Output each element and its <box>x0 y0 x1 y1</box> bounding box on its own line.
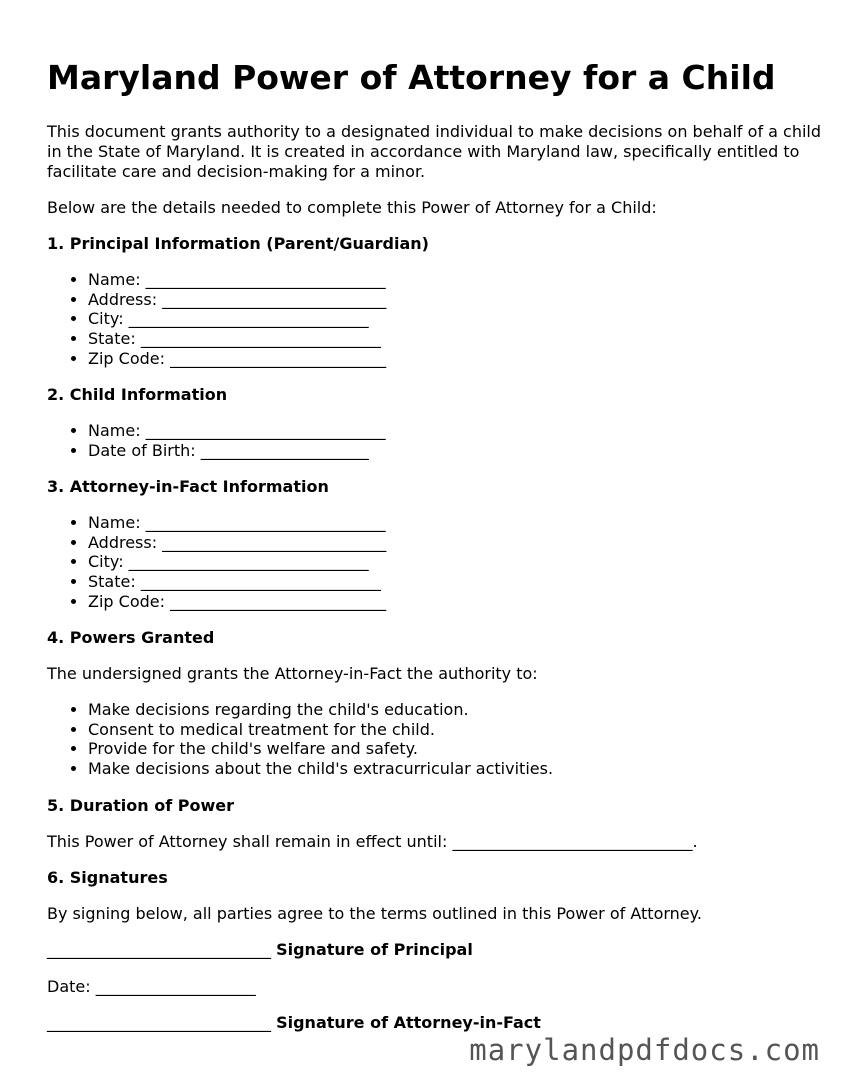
attorney-fields-list <box>47 513 386 612</box>
list-item: • Name: ______________________________ <box>88 421 386 441</box>
child-fields-list <box>47 421 386 460</box>
attorney-signature-label: Signature of Attorney-in-Fact <box>276 1013 541 1032</box>
list-item: • Address: ____________________________ <box>88 533 386 553</box>
list-item: • Make decisions regarding the child's education. <box>88 700 553 720</box>
list-item: • Name: ______________________________ <box>88 270 386 290</box>
section-powers-heading: 4. Powers Granted <box>47 628 215 647</box>
list-item: • City: ______________________________ <box>88 309 386 329</box>
section-child-heading: 2. Child Information <box>47 385 228 404</box>
site-watermark: marylandpdfdocs.com <box>469 1033 820 1067</box>
list-item: • Zip Code: ___________________________ <box>88 592 386 612</box>
section-principal-heading: 1. Principal Information (Parent/Guardian) <box>47 234 429 253</box>
list-item: • Provide for the child's welfare and safety. <box>88 739 553 759</box>
principal-fields-list <box>47 270 386 369</box>
intro-paragraph: This document grants authority to a designated individual to make decisions on behalf of a child in the State of Maryland. It is created in accordance with Maryland law, specifically entitled to facilitate care and decision-making for a minor. <box>47 122 822 181</box>
attorney-signature-line: ____________________________ <box>47 1013 271 1032</box>
list-item: • City: ______________________________ <box>88 552 386 572</box>
principal-signature-row <box>47 940 473 960</box>
details-line: Below are the details needed to complete this Power of Attorney for a Child: <box>47 198 657 217</box>
section-duration-heading: 5. Duration of Power <box>47 796 234 815</box>
powers-list <box>47 700 553 779</box>
duration-text: This Power of Attorney shall remain in effect until: ______________________________. <box>47 832 698 851</box>
list-item: • State: ______________________________ <box>88 572 386 592</box>
principal-signature-label: Signature of Principal <box>276 940 473 959</box>
list-item: • State: ______________________________ <box>88 329 386 349</box>
principal-signature-line: ____________________________ <box>47 940 271 959</box>
list-item: • Address: ____________________________ <box>88 290 386 310</box>
signature-date-line: Date: ____________________ <box>47 977 256 996</box>
signatures-text: By signing below, all parties agree to the terms outlined in this Power of Attorney. <box>47 904 702 923</box>
attorney-signature-row <box>47 1013 541 1033</box>
list-item: • Consent to medical treatment for the child. <box>88 720 553 740</box>
section-attorney-heading: 3. Attorney-in-Fact Information <box>47 477 329 496</box>
list-item: • Make decisions about the child's extracurricular activities. <box>88 759 553 779</box>
list-item: • Date of Birth: _____________________ <box>88 441 386 461</box>
section-signatures-heading: 6. Signatures <box>47 868 168 887</box>
list-item: • Zip Code: ___________________________ <box>88 349 386 369</box>
page-title: Maryland Power of Attorney for a Child <box>47 58 776 97</box>
list-item: • Name: ______________________________ <box>88 513 386 533</box>
powers-intro: The undersigned grants the Attorney-in-Fact the authority to: <box>47 664 538 683</box>
